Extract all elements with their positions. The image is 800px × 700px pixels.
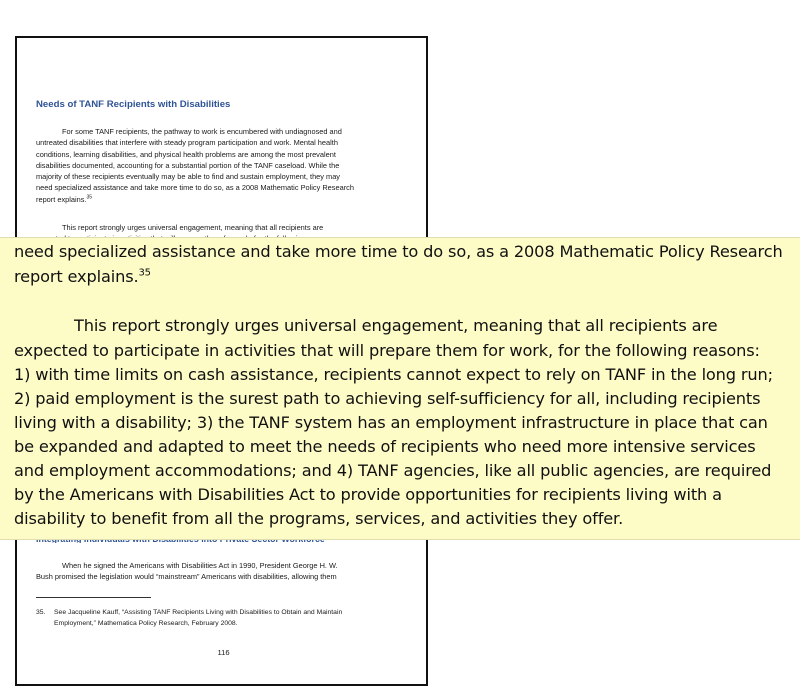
zoom-line: 1) with time limits on cash assistance, recipients cannot expect to rely on TANF in the long run; [14,365,773,384]
zoom-line: and employment accommodations; and 4) TANF agencies, like all public agencies, are required [14,461,772,480]
zoom-line: be expanded and adapted to meet the needs of recipients who need more intensive services [14,437,756,456]
paragraph-line: When he signed the Americans with Disabilities Act in 1990, President George H. W. [62,561,338,570]
footnote-divider [36,597,151,598]
paragraph-line: need specialized assistance and take more time to do so, as a 2008 Mathematic Policy Research [36,183,354,193]
paragraph-line [36,194,412,205]
paragraph-text: report explains. [36,194,87,204]
zoom-text: report explains. [14,267,139,286]
paragraph-needs [36,126,412,205]
footnote-reference[interactable]: 35 [138,267,151,279]
footnote-text: Employment,” Mathematica Policy Research, February 2008. [54,619,238,627]
paragraph-line: disabilities documented, accounting for a substantial portion of the TANF caseload. While the [36,160,340,170]
zoom-line [14,267,151,286]
zoom-line: disability to benefit from all the programs, services, and activities they offer. [14,509,624,528]
paragraph-line: For some TANF recipients, the pathway to work is encumbered with undiagnosed and [62,127,342,136]
paragraph-line: majority of these recipients eventually may be able to find and sustain employment, they may [36,172,340,182]
footnote [36,608,412,629]
paragraph-ada [36,560,412,583]
page-number: 116 [217,648,230,657]
paragraph-line: untreated disabilities that interfere with steady program participation and work. Mental health [36,138,338,148]
zoom-line: need specialized assistance and take more time to do so, as a 2008 Mathematic Policy Research [14,242,783,261]
zoom-line: by the Americans with Disabilities Act to provide opportunities for recipients living with a [14,485,722,504]
zoom-line: living with a disability; 3) the TANF system has an employment infrastructure in place that can [14,413,768,432]
zoom-line: 2) paid employment is the surest path to achieving self-sufficiency for all, including recipients [14,389,761,408]
magnified-text-callout [0,237,800,540]
paragraph-line: conditions, learning disabilities, and physical health problems are among the most prevalent [36,149,336,159]
footnote-text: See Jacqueline Kauff, “Assisting TANF Recipients Living with Disabilities to Obtain and Maintain [54,609,343,616]
zoom-line: This report strongly urges universal engagement, meaning that all recipients are [74,316,718,335]
section-heading: Needs of TANF Recipients with Disabilities [36,99,231,110]
footnote-number: 35. [36,609,46,616]
zoom-line: expected to participate in activities that will prepare them for work, for the following reasons: [14,341,760,360]
footnote-reference[interactable]: 35 [86,194,93,201]
paragraph-line: This report strongly urges universal engagement, meaning that all recipients are [62,223,324,232]
paragraph-line: Bush promised the legislation would “mainstream” Americans with disabilities, allowing them [36,572,337,582]
